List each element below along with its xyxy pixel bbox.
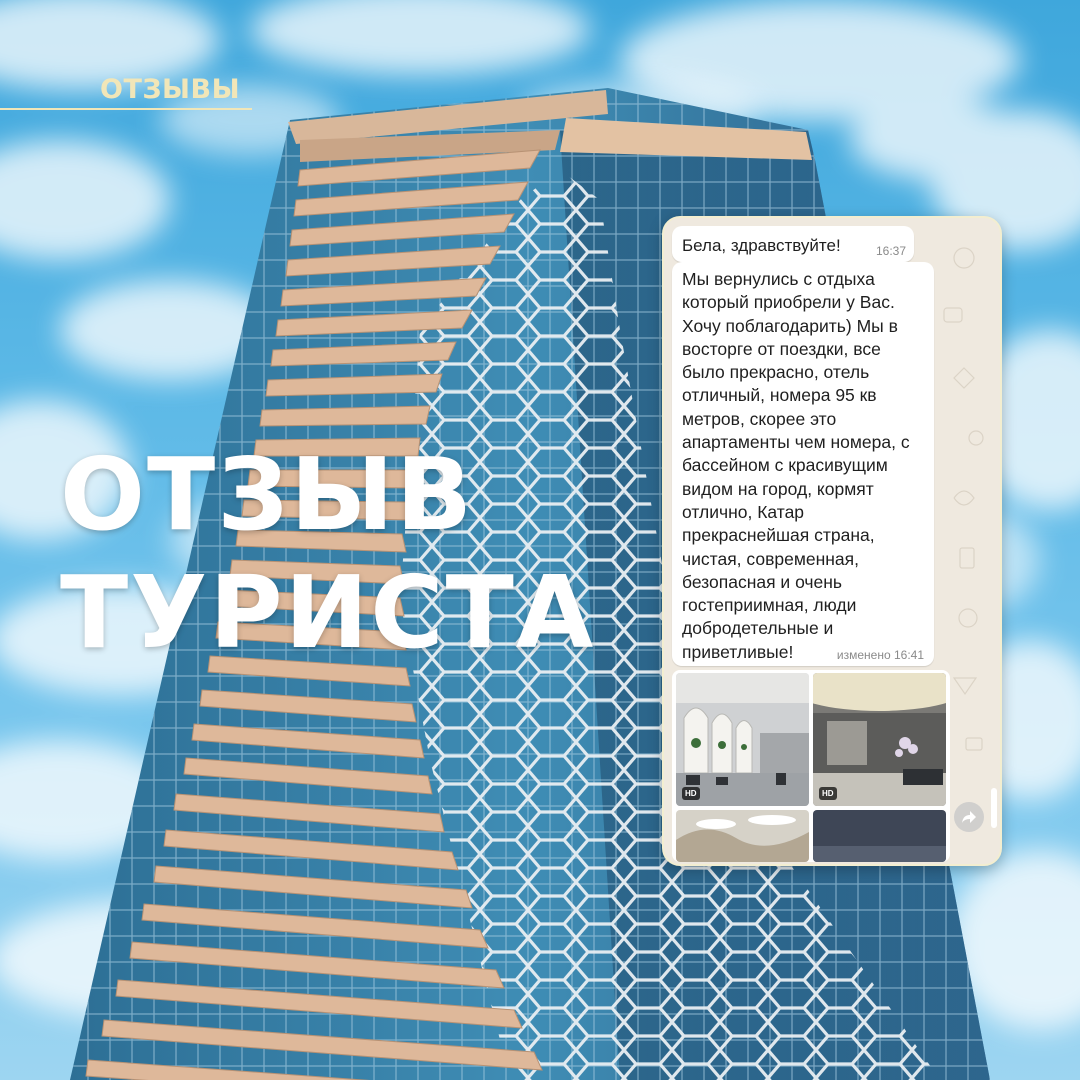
- review-message-text: Мы вернулись с отдыха который приобрели у Вас. Хочу поблагодарить) Мы в восторге от поездки, все было прекрасно, отель отличный, номера 95 кв метров, скорее это апартаменты чем номера, с бассейном с красивущим видом на город, кормят отлично, Катар прекраснейшая страна, чистая, современная, безопасная и очень гостеприимная, люди добродетельные и приветливые!: [682, 269, 910, 662]
- scrollbar-thumb[interactable]: [991, 788, 997, 828]
- forward-button[interactable]: [954, 802, 984, 832]
- hd-badge: HD: [819, 787, 837, 800]
- category-label: ОТЗЫВЫ: [100, 74, 241, 105]
- photo-ceiling[interactable]: [676, 810, 809, 862]
- hd-badge: HD: [682, 787, 700, 800]
- review-message: [672, 262, 934, 666]
- greeting-message: [672, 226, 914, 262]
- greeting-text: Бела, здравствуйте!: [682, 236, 841, 255]
- photo-dark[interactable]: [813, 810, 946, 862]
- forward-icon: [961, 810, 977, 824]
- headline: [60, 436, 595, 672]
- photo-grid: [672, 670, 950, 862]
- chat-screenshot-card: [662, 216, 1002, 866]
- greeting-time: 16:37: [875, 244, 906, 258]
- headline-line-1: ОТЗЫВ: [60, 436, 475, 553]
- review-message-status: изменено 16:41: [836, 648, 924, 662]
- photo-lobby[interactable]: [676, 673, 809, 806]
- headline-line-2: ТУРИСТА: [60, 554, 596, 671]
- category-underline: [0, 108, 252, 110]
- photo-lounge[interactable]: [813, 673, 946, 806]
